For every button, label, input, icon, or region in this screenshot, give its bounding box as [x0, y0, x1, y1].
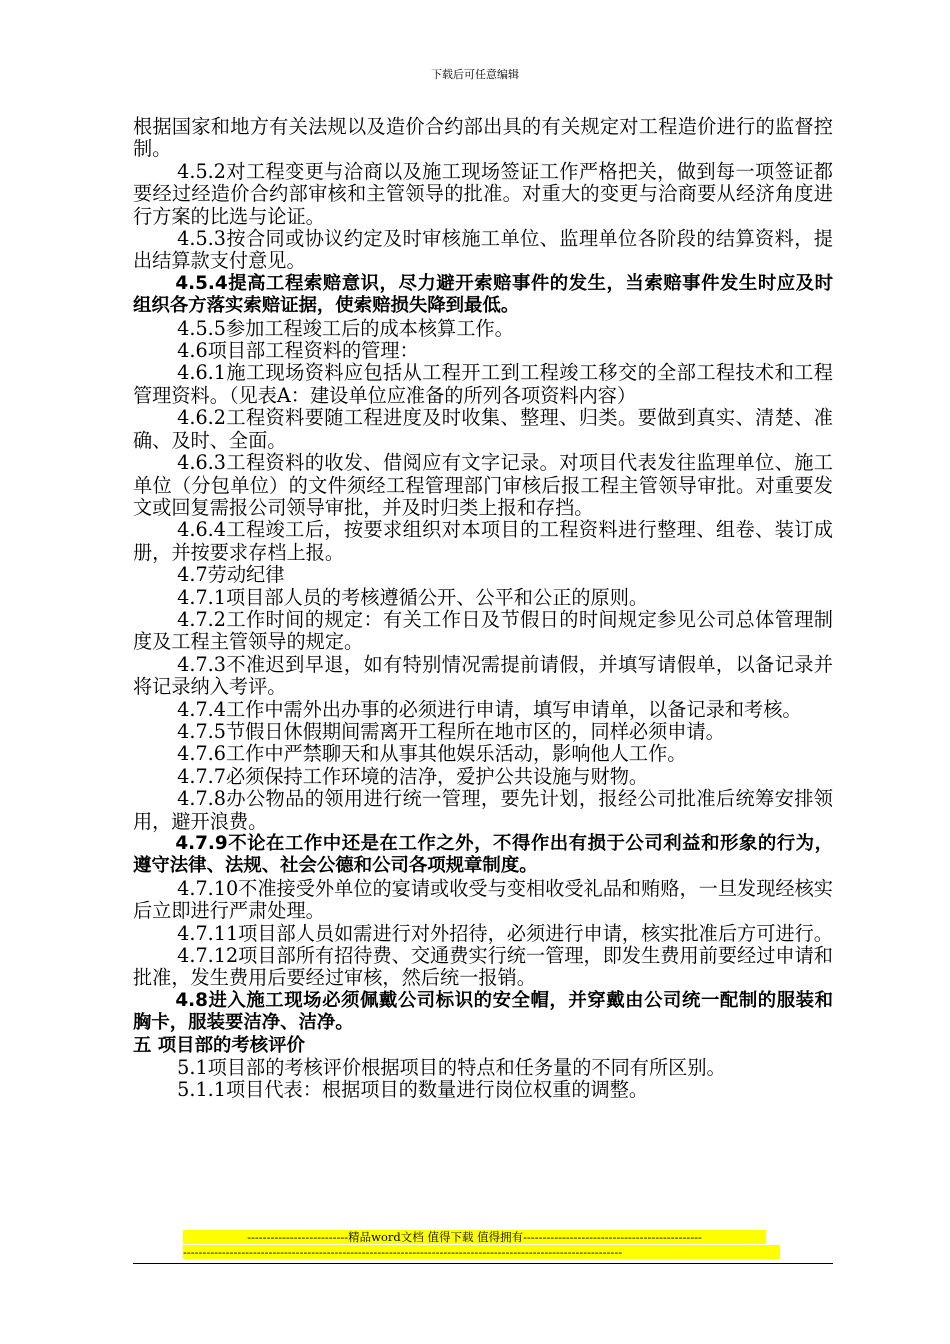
footer-divider	[133, 1263, 833, 1264]
header-note: 下载后可任意编辑	[431, 68, 519, 81]
paragraph: 4.6.3工程资料的收发、借阅应有文字记录。对项目代表发往监理单位、施工单位（分包单位）的文件须经工程管理部门审核后报工程主管领导审批。对重要发文或回复需报公司领导审批，并及时归类上报和存挡。	[133, 451, 833, 519]
paragraph: 4.6.1施工现场资料应包括从工程开工到工程竣工移交的全部工程技术和工程管理资料。（见表A：建设单位应准备的所列各项资料内容）	[133, 361, 833, 407]
paragraph: 4.6项目部工程资料的管理：	[177, 339, 419, 363]
paragraph: 4.5.5参加工程竣工后的成本核算工作。	[177, 316, 514, 340]
paragraph: 4.7.1项目部人员的考核遵循公开、公平和公正的原则。	[177, 585, 649, 609]
paragraph: 4.7.3不准迟到早退，如有特别情况需提前请假，并填写请假单，以备记录并将记录纳入考评。	[133, 652, 833, 699]
paragraph: 4.6.4工程竣工后，按要求组织对本项目的工程资料进行整理、组卷、装订成册，并按要求存档上报。	[133, 518, 833, 564]
paragraph: 4.7劳动纪律	[177, 563, 285, 587]
paragraph: 4.7.11项目部人员如需进行对外招待，必须进行申请，核实批准后方可进行。	[177, 921, 833, 945]
paragraph: 4.7.10不准接受外单位的宴请或收受与变相收受礼品和贿赂，一旦发现经核实后立即进行严肃处理。	[133, 876, 833, 923]
paragraph: 4.7.7必须保持工作环境的洁净，爱护公共设施与财物。	[177, 764, 649, 788]
paragraph: 4.8进入施工现场必须佩戴公司标识的安全帽，并穿戴由公司统一配制的服装和胸卡，服装要洁净、洁净。	[133, 989, 833, 1034]
paragraph: 4.7.8办公物品的领用进行统一管理，要先计划，报经公司批准后统筹安排领用，避开浪费。	[133, 787, 833, 833]
paragraph: 4.7.2工作时间的规定：有关工作日及节假日的时间规定参见公司总体管理制度及工程主管领导的规定。	[133, 607, 833, 654]
section-heading: 五 项目部的考核评价	[133, 1034, 305, 1056]
paragraph: 5.1项目部的考核评价根据项目的特点和任务量的不同有所区别。	[177, 1056, 726, 1080]
footer-banner-line-2: -----------------------------------------------------------------------------------------------------------------	[183, 1245, 780, 1259]
paragraph: 4.5.2对工程变更与洽商以及施工现场签证工作严格把关，做到每一项签证都要经过经造价合约部审核和主管领导的批准。对重大的变更与洽商要从经济角度进行方案的比选与论证。	[133, 159, 833, 228]
paragraph: 4.7.6工作中严禁聊天和从事其他娱乐活动，影响他人工作。	[177, 742, 687, 766]
paragraph: 4.6.2工程资料要随工程进度及时收集、整理、归类。要做到真实、清楚、准确、及时、全面。	[133, 406, 833, 452]
paragraph: 4.7.4工作中需外出办事的必须进行申请，填写申请单，以备记录和考核。	[177, 697, 802, 721]
footer-banner-line-1: --------------------------精品word文档 值得下载 值得拥有----------------------------------------------	[183, 1230, 766, 1244]
paragraph: 4.5.4提高工程索赔意识，尽力避开索赔事件的发生，当索赔事件发生时应及时组织各方落实索赔证据，使索赔损失降到最低。	[133, 272, 833, 317]
paragraph: 5.1.1项目代表：根据项目的数量进行岗位权重的调整。	[177, 1078, 649, 1102]
paragraph: 根据国家和地方有关法规以及造价合约部出具的有关规定对工程造价进行的监督控制。	[133, 115, 833, 161]
paragraph: 4.7.12项目部所有招待费、交通费实行统一管理，即发生费用前要经过申请和批准，发生费用后要经过审核，然后统一报销。	[133, 944, 833, 990]
paragraph: 4.7.5节假日休假期间需离开工程所在地市区的，同样必须申请。	[177, 719, 725, 743]
paragraph: 4.5.3按合同或协议约定及时审核施工单位、监理单位各阶段的结算资料，提出结算款支付意见。	[133, 227, 833, 273]
paragraph: 4.7.9不论在工作中还是在工作之外，不得作出有损于公司利益和形象的行为，遵守法律、法规、社会公德和公司各项规章制度。	[133, 833, 833, 877]
document-body	[133, 116, 833, 1102]
